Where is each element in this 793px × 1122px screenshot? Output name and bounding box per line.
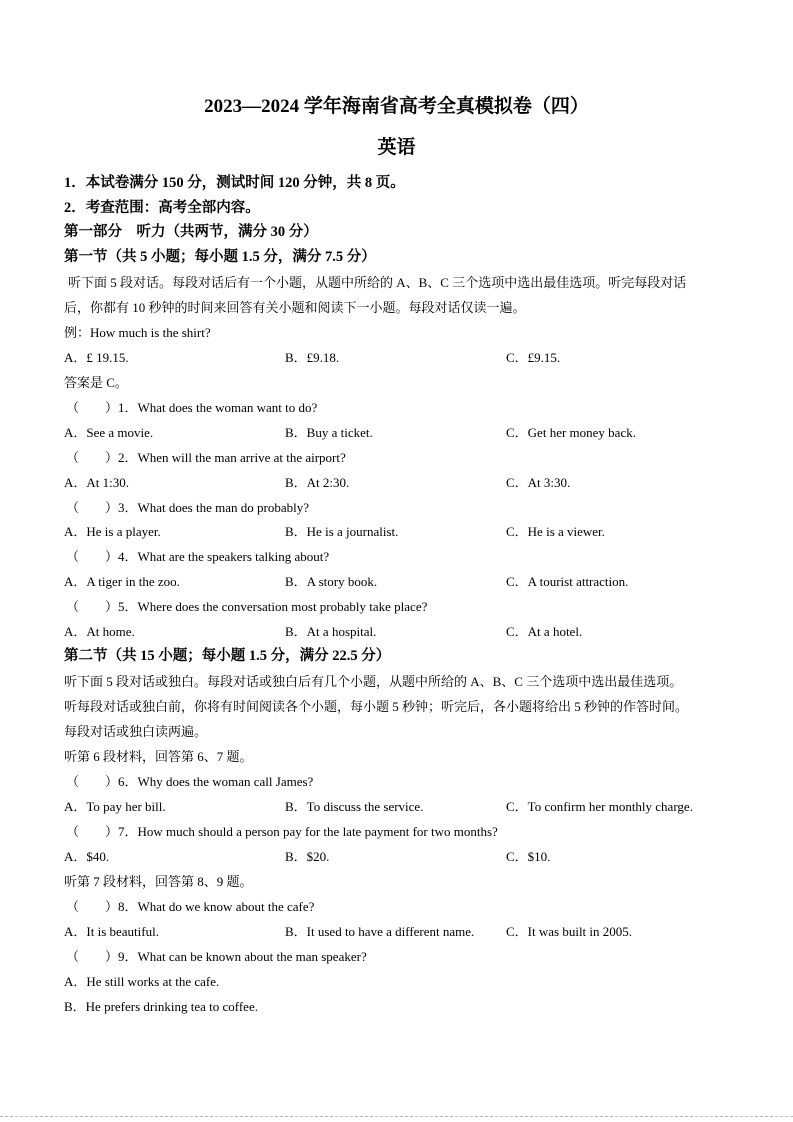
q5-option-b: B．At a hospital. (285, 624, 377, 639)
q1-option-a: A．See a movie. (64, 425, 154, 440)
exam-title: 2023—2024 学年海南省高考全真模拟卷（四） (204, 96, 589, 117)
q9-option-a: A．He still works at the cafe. (64, 974, 220, 989)
q4-option-b: B．A story book. (285, 574, 378, 589)
q9-option-b: B．He prefers drinking tea to coffee. (64, 999, 258, 1014)
q4-option-c: C．A tourist attraction. (506, 574, 629, 589)
example-answer: 答案是 C。 (64, 375, 128, 390)
section2-instructions-2: 听每段对话或独白前，你将有时间阅读各个小题，每小题 5 秒钟；听完后，各小题将给出 5 秒钟的作答时间。 (64, 699, 689, 714)
section2-instructions-1: 听下面 5 段对话或独白。每段对话或独白后有几个小题，从题中所给的 A、B、C 三个选项中选出最佳选项。 (64, 674, 683, 689)
section2-heading: 第二节（共 15 小题；每小题 1.5 分，满分 22.5 分） (64, 648, 391, 664)
question-4-options (64, 573, 744, 591)
example-options (64, 349, 744, 367)
question-7-stem: （ ）7．How much should a person pay for the late payment for two months? (66, 824, 498, 839)
question-3-stem: （ ）3．What does the man do probably? (66, 500, 309, 515)
question-1-stem: （ ）1．What does the woman want to do? (66, 400, 318, 415)
q8-option-b: B．It used to have a different name. (285, 924, 475, 939)
q2-option-a: A．At 1:30. (64, 475, 130, 490)
q1-option-b: B．Buy a ticket. (285, 425, 373, 440)
subject-title: 英语 (377, 137, 416, 158)
q2-option-b: B．At 2:30. (285, 475, 350, 490)
page-bottom-divider (0, 1116, 793, 1117)
question-9-stem: （ ）9．What can be known about the man speaker? (66, 949, 367, 964)
q4-option-a: A．A tiger in the zoo. (64, 574, 180, 589)
section1-instructions-2: 后，你都有 10 秒钟的时间来回答有关小题和阅读下一小题。每段对话仅读一遍。 (64, 300, 526, 315)
q7-option-c: C．$10. (506, 849, 551, 864)
question-5-stem: （ ）5．Where does the conversation most probably take place? (66, 599, 428, 614)
q7-option-b: B．$20. (285, 849, 330, 864)
q1-option-c: C．Get her money back. (506, 425, 636, 440)
section1-instructions-1: 听下面 5 段对话。每段对话后有一个小题，从题中所给的 A、B、C 三个选项中选出最佳选项。听完每段对话 (68, 275, 687, 290)
section2-instructions-3: 每段对话或独白读两遍。 (64, 724, 208, 739)
question-3-options (64, 523, 744, 541)
q3-option-c: C．He is a viewer. (506, 524, 605, 539)
question-2-options (64, 474, 744, 492)
q5-option-a: A．At home. (64, 624, 135, 639)
example-option-c: C．£9.15. (506, 350, 561, 365)
material-7-label: 听第 7 段材料，回答第 8、9 题。 (64, 874, 253, 889)
question-7-options (64, 848, 744, 866)
question-2-stem: （ ）2．When will the man arrive at the airport? (66, 450, 346, 465)
question-6-stem: （ ）6．Why does the woman call James? (66, 774, 314, 789)
section1-heading: 第一节（共 5 小题；每小题 1.5 分，满分 7.5 分） (64, 249, 376, 265)
q2-option-c: C．At 3:30. (506, 475, 571, 490)
note-1: 1．本试卷满分 150 分，测试时间 120 分钟，共 8 页。 (64, 175, 405, 191)
question-8-options (64, 923, 744, 941)
q3-option-a: A．He is a player. (64, 524, 161, 539)
q5-option-c: C．At a hotel. (506, 624, 583, 639)
example-option-a: A．£ 19.15. (64, 350, 129, 365)
q8-option-c: C．It was built in 2005. (506, 924, 633, 939)
question-4-stem: （ ）4．What are the speakers talking about? (66, 549, 330, 564)
example-option-b: B．£9.18. (285, 350, 340, 365)
q6-option-c: C．To confirm her monthly charge. (506, 799, 693, 814)
q8-option-a: A．It is beautiful. (64, 924, 159, 939)
question-1-options (64, 424, 744, 442)
part1-heading: 第一部分 听力（共两节，满分 30 分） (64, 224, 318, 240)
q7-option-a: A．$40. (64, 849, 110, 864)
q3-option-b: B．He is a journalist. (285, 524, 399, 539)
note-2: 2．考查范围：高考全部内容。 (64, 200, 260, 216)
material-6-label: 听第 6 段材料，回答第 6、7 题。 (64, 749, 253, 764)
q6-option-a: A．To pay her bill. (64, 799, 166, 814)
question-5-options (64, 623, 744, 641)
question-8-stem: （ ）8．What do we know about the cafe? (66, 899, 315, 914)
q6-option-b: B．To discuss the service. (285, 799, 424, 814)
question-6-options (64, 798, 744, 816)
example-question: 例：How much is the shirt? (64, 325, 211, 340)
